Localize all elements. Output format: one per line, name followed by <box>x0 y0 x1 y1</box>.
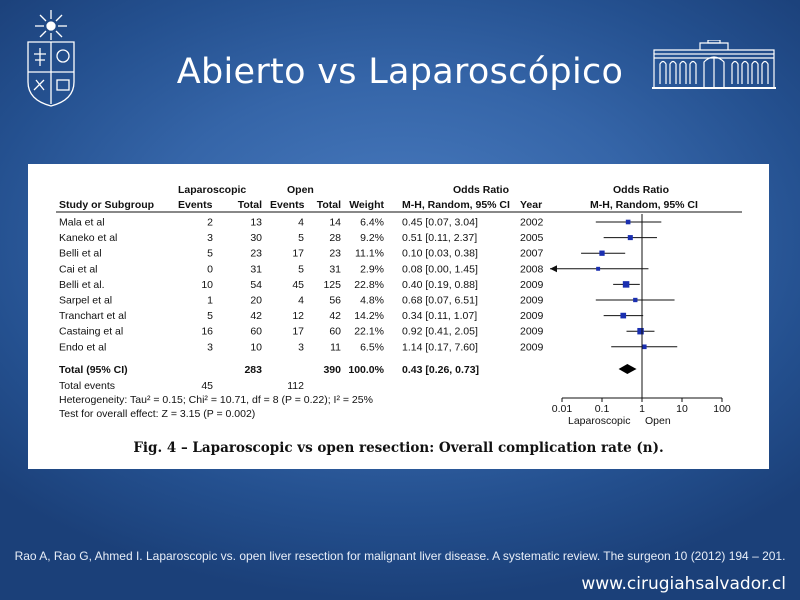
row-study: Sarpel et al <box>59 294 113 307</box>
row-year: 2009 <box>520 278 544 291</box>
row-year: 2009 <box>520 325 544 338</box>
row-weight: 4.8% <box>360 294 384 307</box>
col-year: Year <box>520 199 543 211</box>
row-open-events: 4 <box>298 216 304 229</box>
row-lap-events: 10 <box>201 278 213 291</box>
row-study: Cai et al <box>59 263 98 276</box>
row-lap-events: 5 <box>207 247 213 260</box>
row-ci: 0.51 [0.11, 2.37] <box>402 232 478 245</box>
heterogeneity-text: Heterogeneity: Tau² = 0.15; Chi² = 10.71, df = 8 (P = 0.22); I² = 25% <box>59 394 373 406</box>
x-axis-tick-label: 100 <box>713 403 731 415</box>
row-weight: 6.5% <box>360 341 384 354</box>
row-study: Endo et al <box>59 341 107 354</box>
row-point-marker <box>623 281 630 288</box>
total-weight: 100.0% <box>348 364 384 376</box>
row-lap-events: 3 <box>207 232 213 245</box>
row-year: 2005 <box>520 232 544 245</box>
row-ci: 0.10 [0.03, 0.38] <box>402 247 478 260</box>
row-year: 2009 <box>520 341 544 354</box>
x-axis-tick-label: 0.01 <box>551 403 573 415</box>
total-ci: 0.43 [0.26, 0.73] <box>402 364 480 376</box>
x-axis-tick-label: 1 <box>639 403 645 415</box>
row-study: Belli et al. <box>59 278 105 291</box>
row-open-total: 14 <box>329 216 341 229</box>
total-open-total: 390 <box>323 364 341 376</box>
row-lap-events: 2 <box>207 216 213 229</box>
row-study: Tranchart et al <box>59 310 127 323</box>
forest-plot-figure <box>28 164 769 469</box>
col-weight: Weight <box>349 199 384 211</box>
figure-caption: Fig. 4 – Laparoscopic vs open resection: Overall complication rate (n). <box>133 440 664 456</box>
row-open-events: 5 <box>298 232 304 245</box>
row-lap-events: 3 <box>207 341 213 354</box>
total-lap-total: 283 <box>244 364 262 376</box>
row-ci: 0.34 [0.11, 1.07] <box>402 310 478 323</box>
citation: Rao A, Rao G, Ahmed I. Laparoscopic vs. open liver resection for malignant liver disease. A systematic review. The surgeon 10 (2012) 194 – 201. <box>14 549 786 563</box>
row-lap-events: 16 <box>201 325 213 338</box>
row-open-total: 42 <box>329 310 341 323</box>
x-axis-tick-label: 0.1 <box>594 403 610 415</box>
row-year: 2002 <box>520 216 544 229</box>
row-open-events: 12 <box>292 310 304 323</box>
col-ci: M-H, Random, 95% CI <box>402 199 510 211</box>
header-laparoscopic: Laparoscopic <box>178 184 247 196</box>
col-ci-plot: M-H, Random, 95% CI <box>590 199 698 211</box>
row-lap-total: 42 <box>250 310 262 323</box>
row-lap-total: 31 <box>250 263 262 276</box>
row-open-events: 4 <box>298 294 304 307</box>
header-odds-ratio-right: Odds Ratio <box>613 184 670 196</box>
header-open: Open <box>287 184 314 196</box>
row-year: 2008 <box>520 263 544 276</box>
total-label: Total (95% CI) <box>59 364 128 376</box>
row-lap-total: 13 <box>250 216 262 229</box>
row-open-total: 31 <box>329 263 341 276</box>
row-point-marker <box>596 267 600 271</box>
row-lap-total: 30 <box>250 232 262 245</box>
row-open-events: 17 <box>292 325 304 338</box>
favours-laparoscopic: Laparoscopic <box>568 415 631 427</box>
row-weight: 22.8% <box>354 278 384 291</box>
col-open-total: Total <box>316 199 341 211</box>
forest-plot <box>28 164 769 434</box>
col-open-events: Events <box>270 199 305 211</box>
row-weight: 22.1% <box>354 325 384 338</box>
row-study: Belli et al <box>59 247 102 260</box>
row-open-events: 45 <box>292 278 304 291</box>
row-year: 2007 <box>520 247 544 260</box>
row-weight: 2.9% <box>360 263 384 276</box>
col-lap-total: Total <box>237 199 262 211</box>
row-lap-events: 0 <box>207 263 213 276</box>
row-point-marker <box>626 220 631 225</box>
row-open-total: 60 <box>329 325 341 338</box>
website-link[interactable]: www.cirugiahsalvador.cl <box>581 574 786 594</box>
row-lap-events: 1 <box>207 294 213 307</box>
row-open-events: 5 <box>298 263 304 276</box>
col-study: Study or Subgroup <box>59 199 155 211</box>
row-ci: 1.14 [0.17, 7.60] <box>402 341 478 354</box>
row-point-marker <box>637 328 643 334</box>
row-lap-events: 5 <box>207 310 213 323</box>
row-lap-total: 20 <box>250 294 262 307</box>
row-ci: 0.40 [0.19, 0.88] <box>402 278 478 291</box>
row-year: 2009 <box>520 310 544 323</box>
slide-title: Abierto vs Laparoscópico <box>176 52 624 92</box>
row-weight: 6.4% <box>360 216 384 229</box>
row-open-events: 3 <box>298 341 304 354</box>
col-lap-events: Events <box>178 199 213 211</box>
row-open-total: 23 <box>329 247 341 260</box>
row-ci-arrow <box>550 265 557 272</box>
total-events-lap: 45 <box>201 380 213 392</box>
total-events-label: Total events <box>59 380 116 392</box>
row-study: Kaneko et al <box>59 232 118 245</box>
row-open-total: 11 <box>330 341 341 354</box>
row-open-total: 125 <box>323 278 341 291</box>
row-weight: 11.1% <box>355 247 384 260</box>
pooled-diamond <box>619 364 637 374</box>
row-lap-total: 23 <box>250 247 262 260</box>
row-weight: 14.2% <box>354 310 384 323</box>
row-weight: 9.2% <box>360 232 384 245</box>
row-lap-total: 60 <box>250 325 262 338</box>
row-ci: 0.92 [0.41, 2.05] <box>402 325 478 338</box>
row-point-marker <box>620 313 626 319</box>
row-point-marker <box>633 298 637 302</box>
university-crest-icon <box>22 8 80 108</box>
row-point-marker <box>599 251 604 256</box>
row-ci: 0.08 [0.00, 1.45] <box>402 263 478 276</box>
row-open-events: 17 <box>292 247 304 260</box>
row-point-marker <box>628 235 633 240</box>
row-point-marker <box>642 344 647 349</box>
favours-open: Open <box>645 415 671 427</box>
x-axis-tick-label: 10 <box>676 403 688 415</box>
row-ci: 0.68 [0.07, 6.51] <box>402 294 478 307</box>
header-odds-ratio-left: Odds Ratio <box>453 184 510 196</box>
row-lap-total: 54 <box>250 278 262 291</box>
row-lap-total: 10 <box>250 341 262 354</box>
overall-effect-text: Test for overall effect: Z = 3.15 (P = 0.002) <box>59 408 256 420</box>
row-open-total: 56 <box>329 294 341 307</box>
total-events-open: 112 <box>287 380 304 392</box>
row-open-total: 28 <box>329 232 341 245</box>
row-ci: 0.45 [0.07, 3.04] <box>402 216 478 229</box>
row-study: Castaing et al <box>59 325 124 338</box>
row-study: Mala et al <box>59 216 105 229</box>
row-year: 2009 <box>520 294 544 307</box>
